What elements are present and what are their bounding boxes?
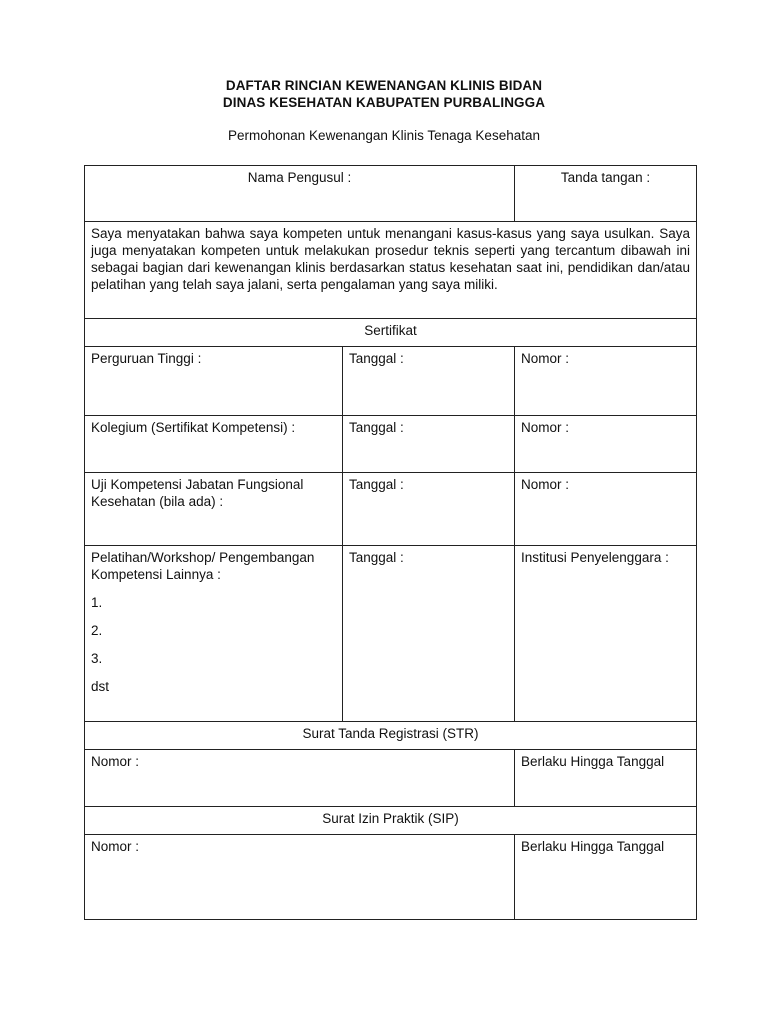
pelatihan-institusi[interactable]: Institusi Penyelenggara : [515,546,697,722]
pelatihan-item: 3. [91,651,103,666]
sip-header-row [85,807,697,835]
pelatihan-item: dst [91,679,110,694]
sertifikat-section-header: Sertifikat [85,319,697,347]
pelatihan-item: 2. [91,623,103,638]
pelatihan-item: 1. [91,595,103,610]
tanda-tangan-field[interactable]: Tanda tangan : [515,166,697,222]
perguruan-tinggi-label[interactable]: Perguruan Tinggi : [85,347,343,416]
document-title: DAFTAR RINCIAN KEWENANGAN KLINIS BIDAN [225,78,543,93]
form-subtitle: Permohonan Kewenangan Klinis Tenaga Kesehatan [228,128,540,143]
pelatihan-cell[interactable] [85,546,343,722]
perguruan-tinggi-row [85,347,697,416]
sip-section-header: Surat Izin Praktik (SIP) [85,807,697,835]
sip-berlaku-field[interactable]: Berlaku Hingga Tanggal [515,835,697,920]
pelatihan-tanggal[interactable]: Tanggal : [343,546,515,722]
pelatihan-label: Pelatihan/Workshop/ Pengembangan Kompetensi Lainnya : [91,550,315,582]
perguruan-tinggi-tanggal[interactable]: Tanggal : [343,347,515,416]
str-row [85,750,697,807]
str-header-row [85,722,697,750]
kolegium-label[interactable]: Kolegium (Sertifikat Kompetensi) : [85,416,343,473]
sip-row [85,835,697,920]
sip-nomor-field[interactable]: Nomor : [85,835,515,920]
uji-kompetensi-tanggal[interactable]: Tanggal : [343,473,515,546]
sertifikat-header-row [85,319,697,347]
document-subtitle-agency: DINAS KESEHATAN KABUPATEN PURBALINGGA [222,95,546,110]
perguruan-tinggi-nomor[interactable]: Nomor : [515,347,697,416]
pelatihan-row [85,546,697,722]
applicant-row [85,166,697,222]
nama-pengusul-field[interactable]: Nama Pengusul : [85,166,515,222]
uji-kompetensi-nomor[interactable]: Nomor : [515,473,697,546]
statement-row [85,222,697,319]
kolegium-tanggal[interactable]: Tanggal : [343,416,515,473]
kolegium-row [85,416,697,473]
str-nomor-field[interactable]: Nomor : [85,750,515,807]
competency-statement: Saya menyatakan bahwa saya kompeten untuk menangani kasus-kasus yang saya usulkan. Saya juga menyatakan kompeten untuk melakukan prosedur teknis seperti yang tercantum dibawah ini sebagai bagian dari kewenangan klinis berdasarkan status kesehatan saat ini, pendidikan dan/atau pelatihan yang telah saya jalani, serta pengalaman yang saya miliki. [85,222,697,319]
uji-kompetensi-row [85,473,697,546]
str-section-header: Surat Tanda Registrasi (STR) [85,722,697,750]
kolegium-nomor[interactable]: Nomor : [515,416,697,473]
uji-kompetensi-label[interactable]: Uji Kompetensi Jabatan Fungsional Kesehatan (bila ada) : [85,473,343,546]
str-berlaku-field[interactable]: Berlaku Hingga Tanggal [515,750,697,807]
credential-form-table [84,165,697,920]
